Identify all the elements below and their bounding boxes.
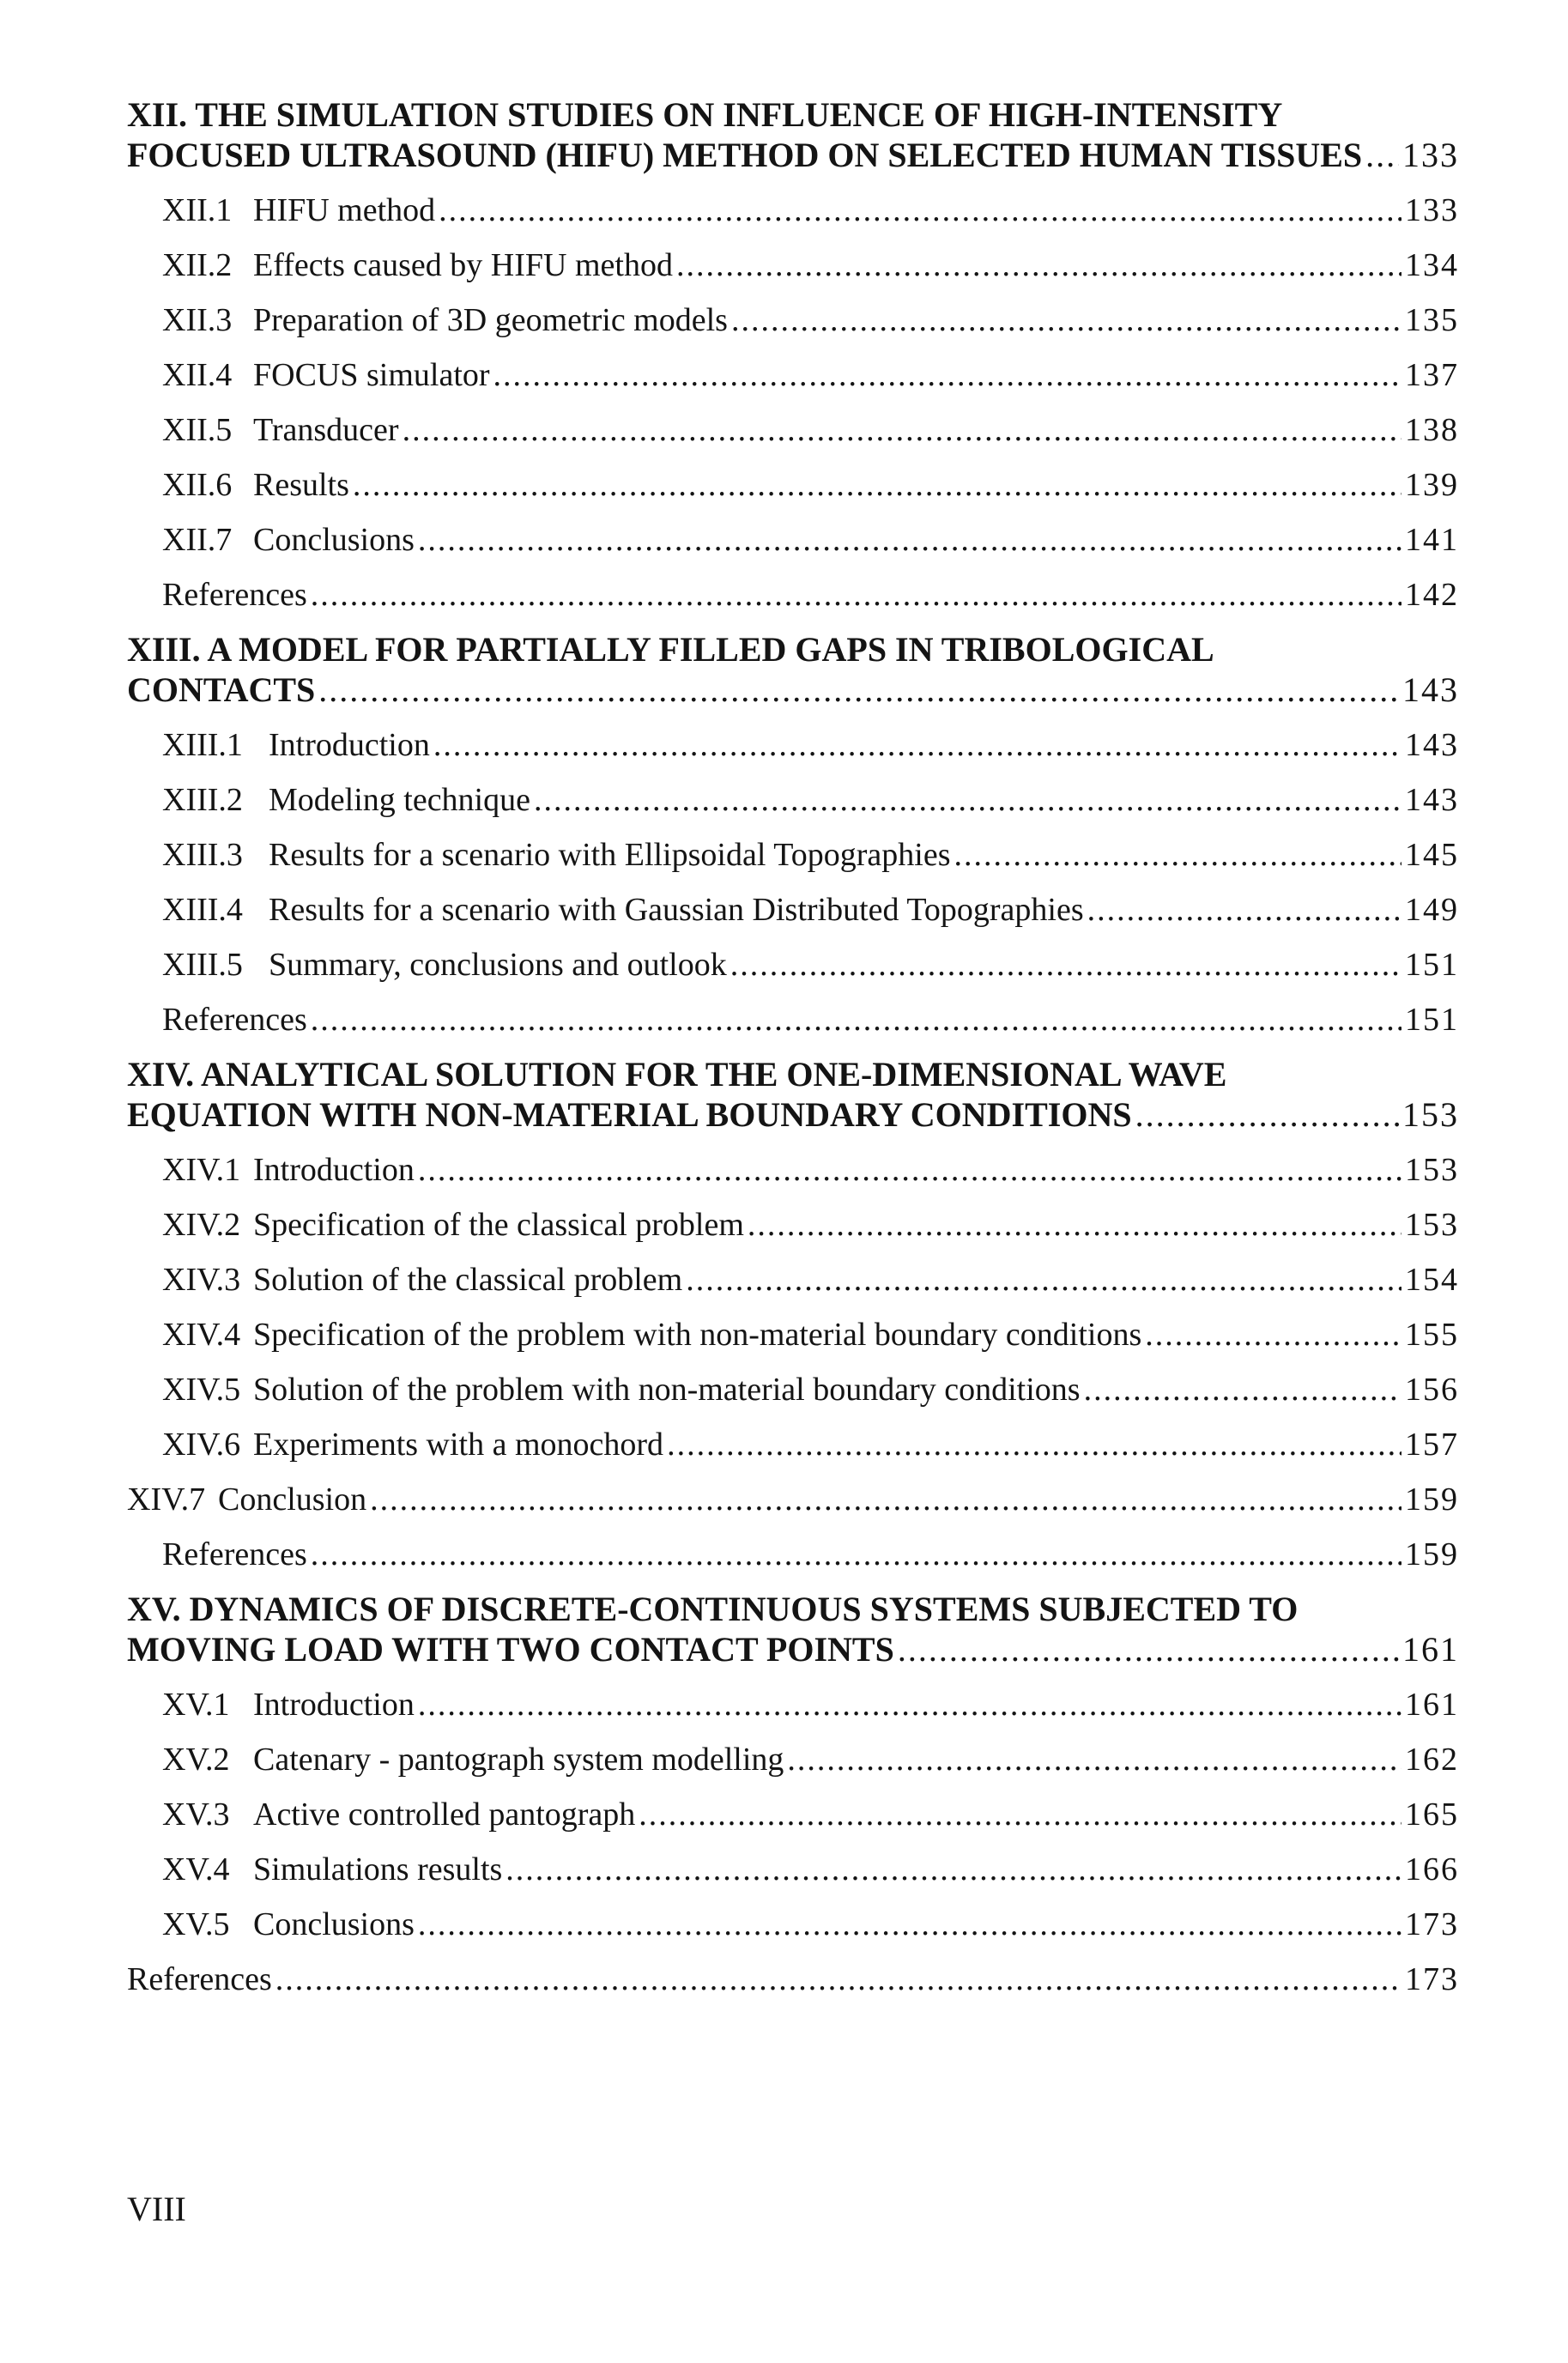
section-number: XIV.6 (162, 1427, 241, 1463)
section-page-number: 153 (1405, 1152, 1459, 1188)
section-number: XIII.5 (162, 947, 243, 983)
section-number: XV.5 (162, 1906, 230, 1942)
chapter-title-line1: XIII. A MODEL FOR PARTIALLY FILLED GAPS IN TRIBOLOGICAL (127, 630, 1214, 669)
toc-entry[interactable] (127, 1252, 1459, 1307)
chapter-title-row[interactable] (127, 1629, 1459, 1670)
section-number: XV.4 (162, 1851, 230, 1887)
leader-dots (667, 1417, 1402, 1472)
leader-dots (370, 1472, 1402, 1527)
section-title: Solution of the problem with non-material boundary conditions (253, 1372, 1081, 1408)
toc-entry[interactable] (127, 1842, 1459, 1897)
leader-dots (686, 1252, 1402, 1307)
toc-entry[interactable] (127, 1307, 1459, 1362)
section-number: XV.3 (162, 1796, 230, 1833)
section-page-number: 153 (1405, 1207, 1459, 1243)
toc-entry[interactable] (127, 992, 1459, 1047)
toc-entry[interactable] (127, 1142, 1459, 1197)
chapter-heading (127, 1054, 1459, 1136)
toc-entry[interactable] (127, 1362, 1459, 1417)
leader-dots (1145, 1307, 1402, 1362)
section-page-number: 151 (1405, 1002, 1459, 1038)
section-title: Conclusion (218, 1481, 367, 1518)
section-page-number: 165 (1405, 1796, 1459, 1833)
toc-entry[interactable] (127, 567, 1459, 622)
leader-dots (311, 1527, 1402, 1582)
section-page-number: 159 (1405, 1481, 1459, 1518)
section-page-number: 155 (1405, 1317, 1459, 1353)
toc-entry[interactable] (127, 1472, 1459, 1527)
section-title: Summary, conclusions and outlook (269, 947, 727, 983)
section-number: XII.3 (162, 302, 233, 338)
section-title: Effects caused by HIFU method (253, 247, 673, 283)
toc-entry[interactable] (127, 1732, 1459, 1787)
section-title: Solution of the classical problem (253, 1262, 683, 1298)
chapter-heading (127, 629, 1459, 711)
section-page-number: 157 (1405, 1427, 1459, 1463)
toc-entry[interactable] (127, 238, 1459, 293)
leader-dots (1084, 1362, 1402, 1417)
leader-dots (506, 1842, 1402, 1897)
toc-entry[interactable] (127, 457, 1459, 512)
toc-entry[interactable] (127, 293, 1459, 348)
section-number: XII.4 (162, 357, 233, 393)
section-title: Results for a scenario with Gaussian Distributed Topographies (269, 892, 1084, 928)
chapter-title-line2: FOCUSED ULTRASOUND (HIFU) METHOD ON SELECTED HUMAN TISSUES (127, 136, 1363, 174)
leader-dots (676, 238, 1402, 293)
leader-dots (748, 1197, 1402, 1252)
section-page-number: 137 (1405, 357, 1459, 393)
chapter-title-row[interactable] (127, 670, 1459, 711)
toc-entry[interactable] (127, 827, 1459, 882)
section-number: XIV.4 (162, 1317, 241, 1353)
toc-entry[interactable] (127, 1677, 1459, 1732)
section-page-number: 145 (1405, 837, 1459, 873)
section-page-number: 156 (1405, 1372, 1459, 1408)
section-page-number: 143 (1405, 727, 1459, 763)
section-number: XII.5 (162, 412, 233, 448)
section-page-number: 166 (1405, 1851, 1459, 1887)
chapter-title-line2: MOVING LOAD WITH TWO CONTACT POINTS (127, 1630, 894, 1669)
leader-dots (318, 670, 1399, 711)
leader-dots (418, 1897, 1402, 1952)
section-page-number: 173 (1405, 1906, 1459, 1942)
section-number: XIV.1 (162, 1152, 241, 1188)
section-page-number: 138 (1405, 412, 1459, 448)
section-page-number: 143 (1405, 782, 1459, 818)
section-title: Introduction (269, 727, 430, 763)
toc-entry[interactable] (127, 1417, 1459, 1472)
chapter-page-number: 161 (1402, 1630, 1459, 1669)
section-page-number: 139 (1405, 467, 1459, 503)
section-number: XII.7 (162, 522, 233, 558)
leader-dots (433, 718, 1402, 773)
section-page-number: 135 (1405, 302, 1459, 338)
section-page-number: 142 (1405, 577, 1459, 613)
section-title: Results (253, 467, 349, 503)
section-number: XV.1 (162, 1687, 230, 1723)
chapter-heading (127, 94, 1459, 176)
section-page-number: 151 (1405, 947, 1459, 983)
section-number: XIII.4 (162, 892, 243, 928)
chapter-page-number: 143 (1402, 670, 1459, 709)
section-title: HIFU method (253, 192, 436, 228)
toc-entry[interactable] (127, 1952, 1459, 2007)
leader-dots (1135, 1094, 1399, 1136)
chapter-page-number: 133 (1402, 136, 1459, 174)
page-number-footer: VIII (127, 2190, 186, 2228)
section-page-number: 134 (1405, 247, 1459, 283)
section-number: XII.6 (162, 467, 233, 503)
section-page-number: 159 (1405, 1536, 1459, 1572)
chapter-title-row[interactable] (127, 135, 1459, 176)
chapter-title-line1: XII. THE SIMULATION STUDIES ON INFLUENCE OF HIGH-INTENSITY (127, 95, 1283, 134)
toc-entry[interactable] (127, 1197, 1459, 1252)
chapter-title-line1: XV. DYNAMICS OF DISCRETE-CONTINUOUS SYSTEMS SUBJECTED TO (127, 1590, 1299, 1628)
toc-entry[interactable] (127, 1787, 1459, 1842)
section-title: Conclusions (253, 522, 415, 558)
section-number: XIII.3 (162, 837, 243, 873)
section-title: References (162, 1002, 307, 1038)
chapter-title-line1: XIV. ANALYTICAL SOLUTION FOR THE ONE-DIMENSIONAL WAVE (127, 1055, 1227, 1094)
section-page-number: 141 (1405, 522, 1459, 558)
section-title: Specification of the problem with non-material boundary conditions (253, 1317, 1142, 1353)
section-number: XIII.1 (162, 727, 243, 763)
section-number: XIV.5 (162, 1372, 241, 1408)
toc-entry[interactable] (127, 403, 1459, 457)
section-title: References (127, 1961, 272, 1997)
chapter-page-number: 153 (1402, 1095, 1459, 1134)
section-title: Active controlled pantograph (253, 1796, 636, 1833)
leader-dots (493, 348, 1402, 403)
section-title: Introduction (253, 1687, 415, 1723)
toc-entry[interactable] (127, 512, 1459, 567)
section-title: References (162, 1536, 307, 1572)
leader-dots (639, 1787, 1402, 1842)
section-page-number: 161 (1405, 1687, 1459, 1723)
section-title: Simulations results (253, 1851, 503, 1887)
chapter-heading (127, 1589, 1459, 1670)
leader-dots (954, 827, 1402, 882)
toc-entry[interactable] (127, 937, 1459, 992)
leader-dots (1365, 135, 1399, 176)
section-page-number: 149 (1405, 892, 1459, 928)
toc-entry[interactable] (127, 1897, 1459, 1952)
leader-dots (787, 1732, 1402, 1787)
section-number: XIV.2 (162, 1207, 241, 1243)
section-title: Introduction (253, 1152, 415, 1188)
chapter-title-line2: EQUATION WITH NON-MATERIAL BOUNDARY CONDITIONS (127, 1095, 1132, 1134)
leader-dots (311, 992, 1402, 1047)
section-number: XIV.3 (162, 1262, 241, 1298)
section-title: Specification of the classical problem (253, 1207, 744, 1243)
leader-dots (731, 293, 1402, 348)
leader-dots (898, 1629, 1399, 1670)
section-title: Transducer (253, 412, 399, 448)
leader-dots (439, 183, 1402, 238)
toc-entry[interactable] (127, 183, 1459, 238)
leader-dots (353, 457, 1402, 512)
section-number: XII.1 (162, 192, 233, 228)
leader-dots (418, 512, 1402, 567)
section-title: Preparation of 3D geometric models (253, 302, 728, 338)
section-title: Conclusions (253, 1906, 415, 1942)
toc-entry[interactable] (127, 773, 1459, 827)
section-title: FOCUS simulator (253, 357, 490, 393)
toc-entry[interactable] (127, 718, 1459, 773)
section-page-number: 154 (1405, 1262, 1459, 1298)
section-page-number: 162 (1405, 1742, 1459, 1778)
section-page-number: 133 (1405, 192, 1459, 228)
table-of-contents (127, 94, 1459, 2007)
leader-dots (418, 1142, 1402, 1197)
toc-entry[interactable] (127, 1527, 1459, 1582)
section-title: Modeling technique (269, 782, 530, 818)
section-page-number: 173 (1405, 1961, 1459, 1997)
chapter-title-line2: CONTACTS (127, 670, 316, 709)
leader-dots (275, 1952, 1402, 2007)
section-number: XIII.2 (162, 782, 243, 818)
toc-entry[interactable] (127, 882, 1459, 937)
chapter-title-row[interactable] (127, 1094, 1459, 1136)
leader-dots (1087, 882, 1402, 937)
leader-dots (534, 773, 1402, 827)
leader-dots (418, 1677, 1402, 1732)
section-number: XIV.7 (127, 1481, 206, 1518)
section-number: XV.2 (162, 1742, 230, 1778)
toc-entry[interactable] (127, 348, 1459, 403)
section-title: Results for a scenario with Ellipsoidal Topographies (269, 837, 951, 873)
leader-dots (730, 937, 1402, 992)
section-number: XII.2 (162, 247, 233, 283)
section-title: References (162, 577, 307, 613)
leader-dots (403, 403, 1402, 457)
section-title: Experiments with a monochord (253, 1427, 664, 1463)
section-title: Catenary - pantograph system modelling (253, 1742, 784, 1778)
leader-dots (311, 567, 1402, 622)
